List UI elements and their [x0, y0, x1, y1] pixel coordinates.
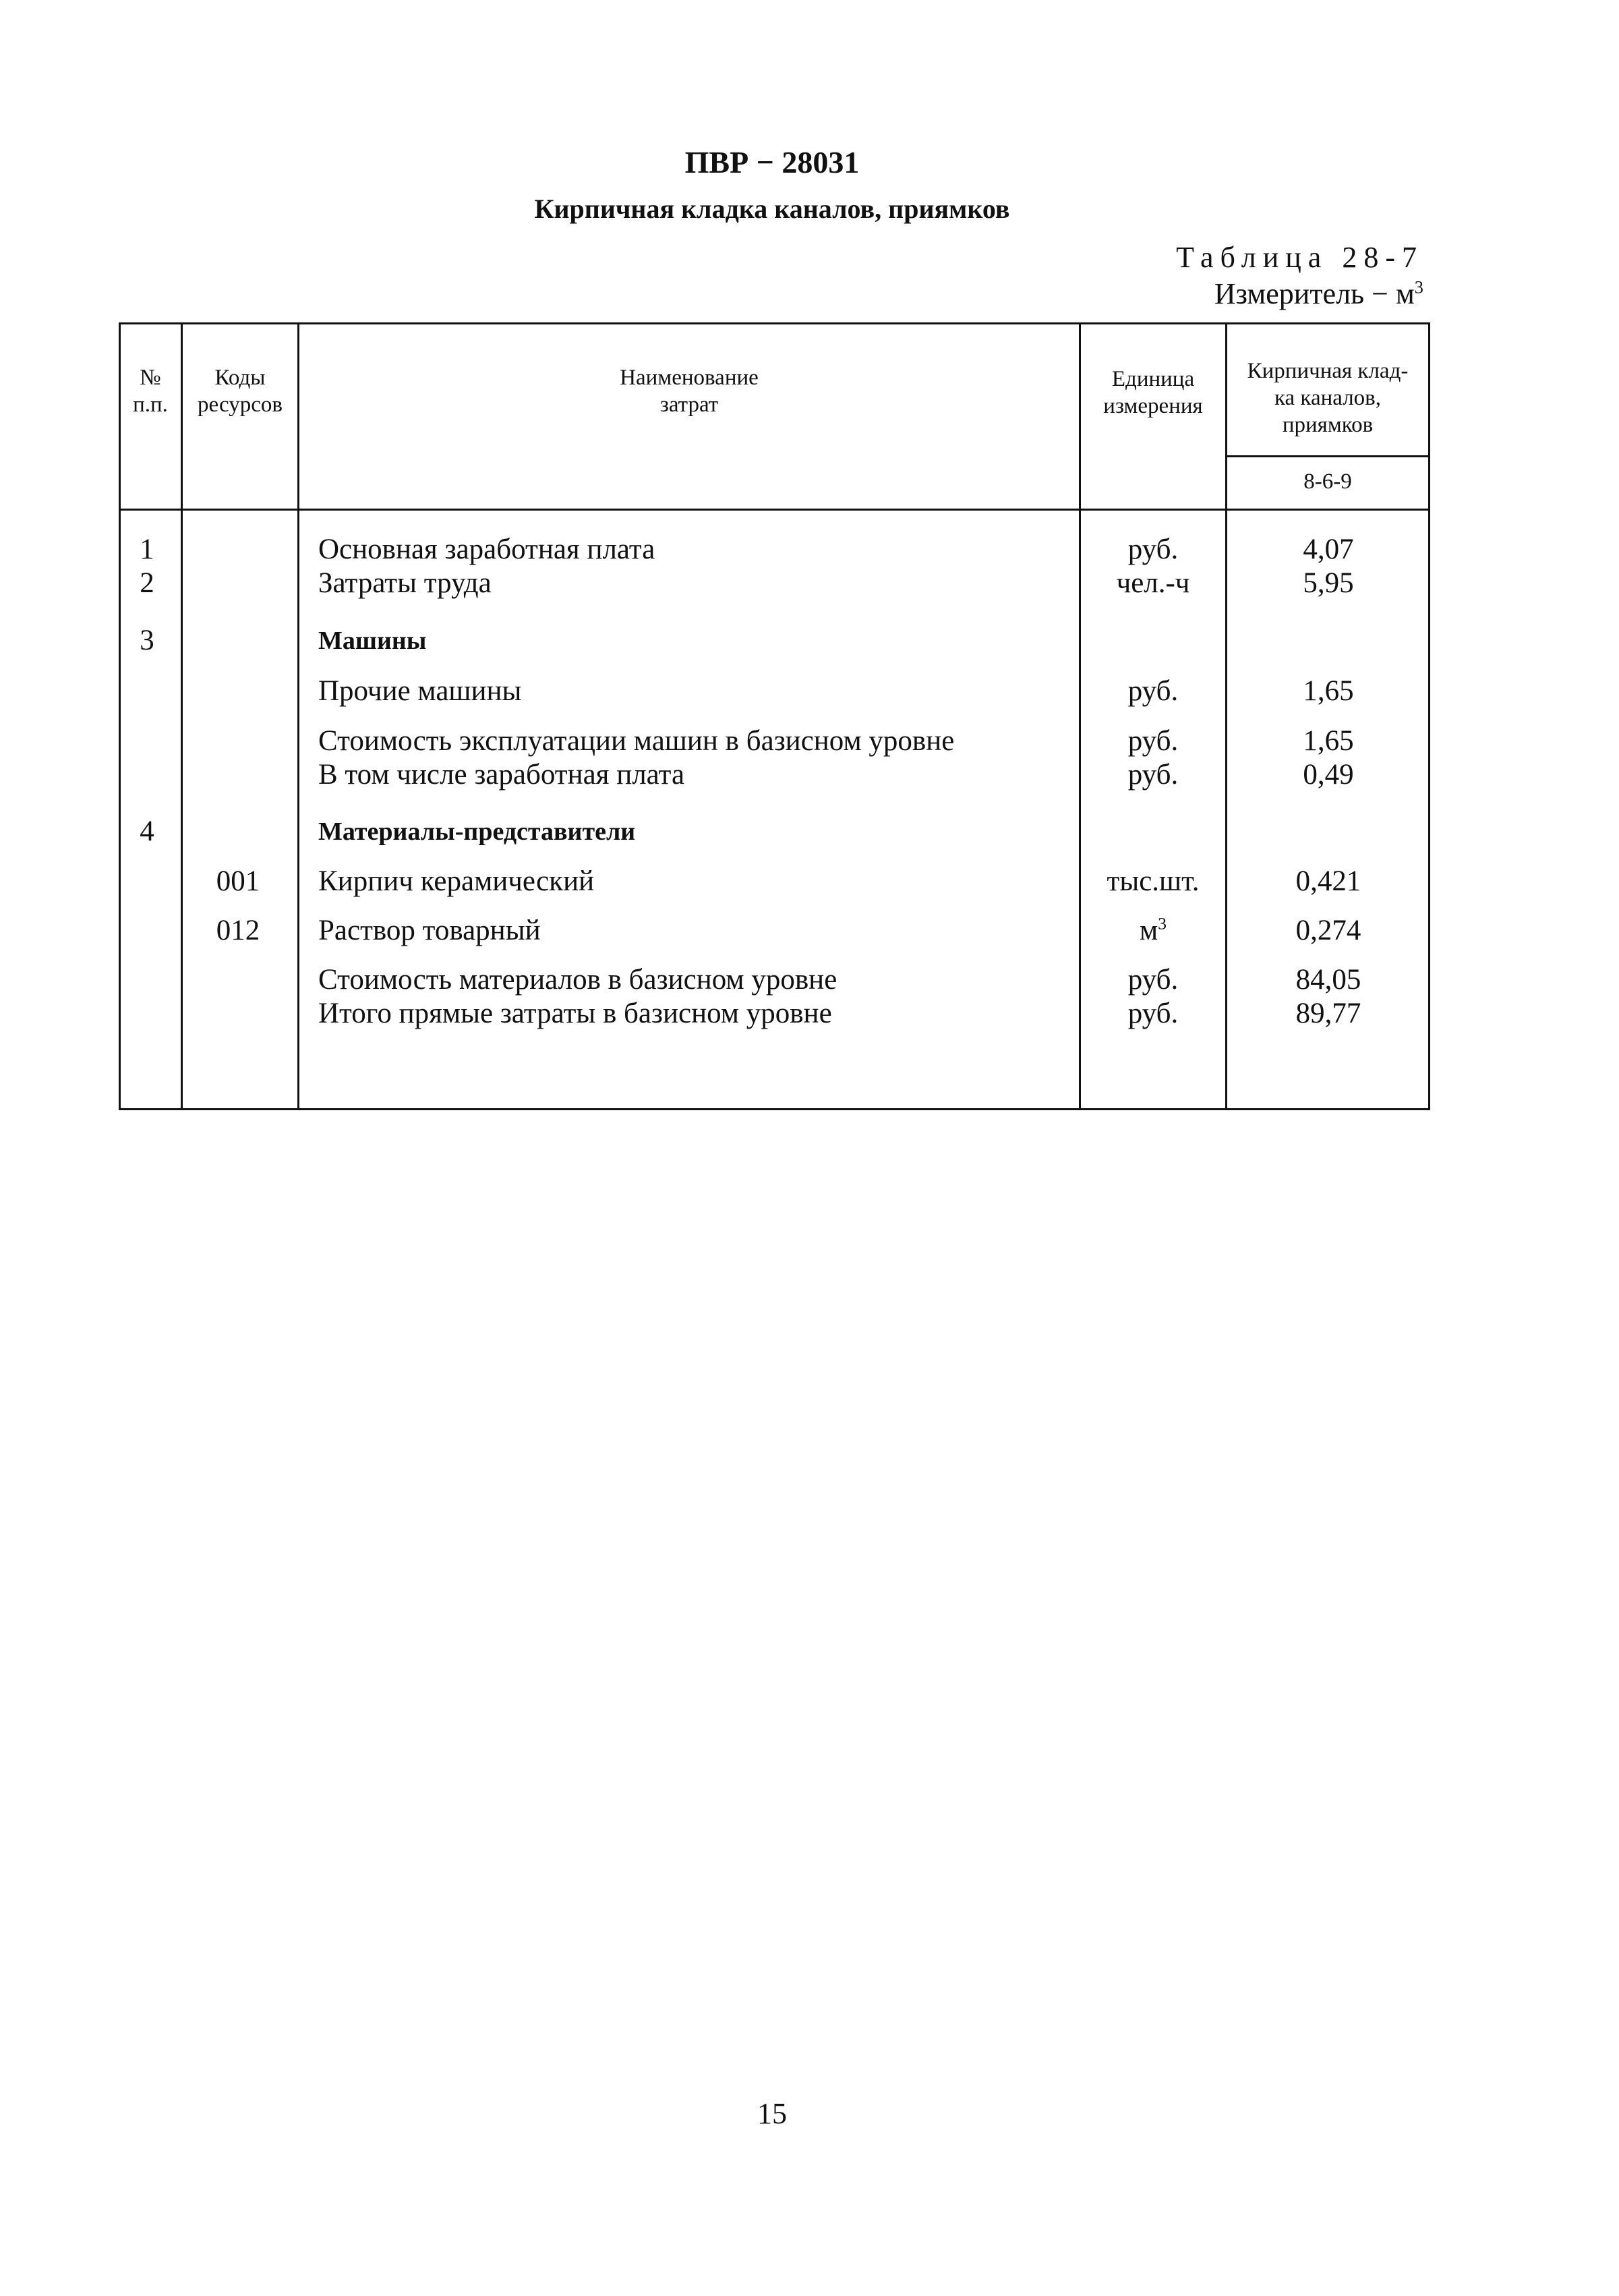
section-heading: Материалы-представители	[318, 817, 636, 846]
row-value: 1,65	[1303, 725, 1354, 757]
row-name: В том числе заработная плата	[318, 759, 685, 791]
row-name: Кирпич керамический	[318, 865, 595, 897]
row-name: Раствор товарный	[318, 915, 541, 946]
table-divider	[1225, 455, 1430, 457]
row-name: Стоимость эксплуатации машин в базисном уровне	[318, 725, 955, 757]
row-unit: руб.	[1127, 725, 1179, 757]
resource-code: 001	[216, 865, 260, 897]
row-name: Прочие машины	[318, 675, 522, 707]
row-unit: руб.	[1127, 534, 1179, 565]
row-number: 3	[140, 625, 154, 656]
header-work-code: 8-6-9	[1303, 469, 1352, 494]
row-name: Стоимость материалов в базисном уровне	[318, 964, 837, 996]
meter-prefix: Измеритель − м	[1214, 277, 1415, 310]
document-code: ПВР − 28031	[684, 145, 860, 179]
row-number: 2	[140, 567, 154, 599]
row-name: Затраты труда	[318, 567, 492, 599]
header-unit: Единица измерения	[1103, 367, 1203, 418]
resource-code: 012	[216, 915, 260, 946]
meter-superscript: 3	[1414, 277, 1423, 297]
section-heading: Машины	[318, 627, 427, 655]
page-number: 15	[757, 2097, 787, 2130]
row-name: Итого прямые затраты в базисном уровне	[318, 998, 832, 1029]
row-number: 4	[140, 815, 154, 847]
row-value: 89,77	[1295, 998, 1361, 1029]
document-title: Кирпичная кладка каналов, приямков	[534, 194, 1010, 224]
row-unit: чел.-ч	[1116, 567, 1190, 599]
row-unit: руб.	[1127, 998, 1179, 1029]
row-unit: тыс.шт.	[1107, 865, 1200, 897]
header-number: № п.п.	[133, 366, 168, 417]
table-divider	[181, 322, 183, 1110]
row-value: 0,421	[1295, 865, 1361, 897]
table-divider	[297, 322, 299, 1110]
table-header-bottom	[119, 509, 1430, 511]
row-value: 84,05	[1295, 964, 1361, 996]
table-meter	[1214, 277, 1423, 311]
unit-superscript: 3	[1158, 913, 1167, 934]
row-value: 4,07	[1303, 534, 1354, 565]
row-number: 1	[140, 534, 154, 565]
row-value: 0,274	[1295, 915, 1361, 946]
row-value: 1,65	[1303, 675, 1354, 707]
row-value: 5,95	[1303, 567, 1354, 599]
header-work: Кирпичная клад- ка каналов, приямков	[1247, 359, 1409, 437]
row-unit: руб.	[1127, 759, 1179, 791]
row-unit: руб.	[1127, 675, 1179, 707]
table-number: Таблица 28-7	[1176, 241, 1423, 274]
row-value: 0,49	[1303, 759, 1354, 791]
row-unit: $м^3$	[1139, 913, 1167, 946]
header-codes: Коды ресурсов	[198, 366, 283, 417]
header-name: Наименование затрат	[620, 366, 759, 417]
row-unit: руб.	[1127, 964, 1179, 996]
row-name: Основная заработная плата	[318, 534, 655, 565]
